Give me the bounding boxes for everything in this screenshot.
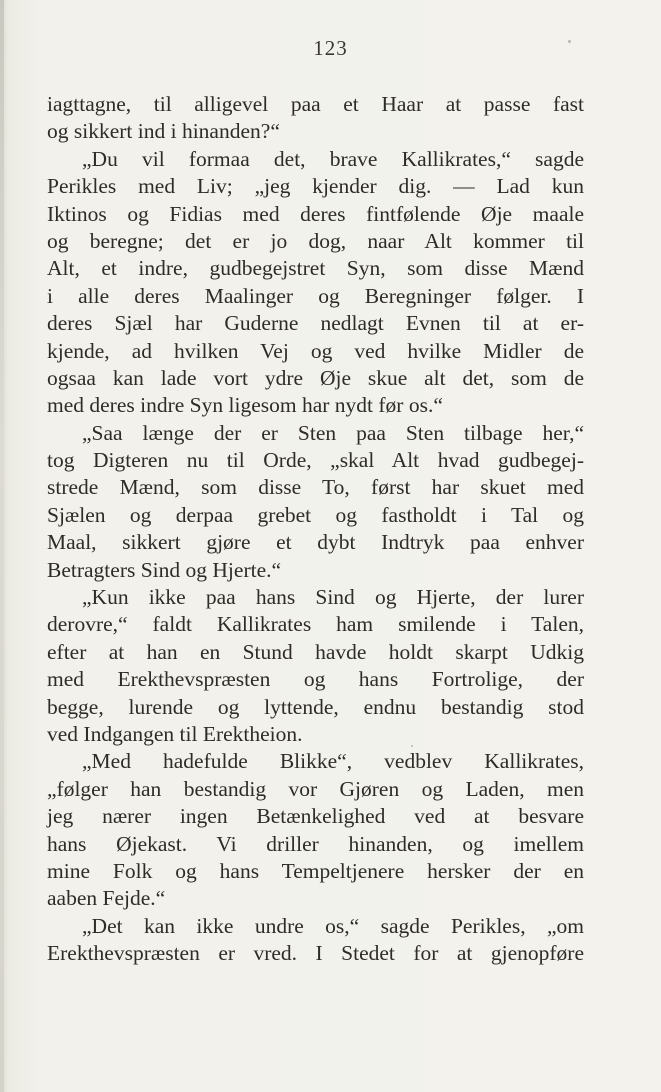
text-line: strede Mænd, som disse To, først har skuet med	[47, 475, 584, 500]
page-number: 123	[313, 36, 348, 60]
text-line: deres Sjæl har Guderne nedlagt Evnen til at er-	[47, 311, 584, 336]
text-line: mine Folk og hans Tempeltjenere hersker der en	[47, 858, 584, 883]
text-line: Alt, et indre, gudbegejstret Syn, som disse Mænd	[47, 256, 584, 281]
text-line: Sjælen og derpaa grebet og fastholdt i Tal og	[47, 502, 584, 527]
text-line: „Saa længe der er Sten paa Sten tilbage her,“	[82, 420, 584, 445]
text-line: efter at han en Stund havde holdt skarpt Udkig	[47, 639, 584, 664]
text-line: Perikles med Liv; „jeg kjender dig. — Lad kun	[47, 174, 584, 199]
page-spine-edge	[0, 0, 4, 1092]
text-line: tog Digteren nu til Orde, „skal Alt hvad gudbegej-	[47, 448, 584, 473]
text-line: med Erekthevspræsten og hans Fortrolige, der	[47, 667, 584, 692]
text-line: i alle deres Maalinger og Beregninger følger. I	[47, 283, 584, 308]
text-line: „Kun ikke paa hans Sind og Hjerte, der lurer	[82, 585, 584, 610]
text-line: hans Øjekast. Vi driller hinanden, og imellem	[47, 831, 584, 856]
text-line: og beregne; det er jo dog, naar Alt kommer til	[47, 228, 584, 253]
text-line: iagttagne, til alligevel paa et Haar at passe fast	[47, 92, 584, 116]
text-line: jeg nærer ingen Betænkelighed ved at besvare	[47, 804, 584, 829]
body-text	[47, 91, 584, 968]
text-line: ved Indgangen til Erektheion.	[47, 721, 303, 746]
text-line: og sikkert ind i hinanden?“	[47, 119, 280, 144]
text-line: ogsaa kan lade vort ydre Øje skue alt det, som de	[47, 365, 584, 390]
text-line: „Med hadefulde Blikke“, vedblev Kallikrates,	[82, 749, 584, 774]
text-line: med deres indre Syn ligesom har nydt før os.“	[47, 393, 443, 418]
text-line: aaben Fejde.“	[47, 886, 166, 911]
paper-speck	[568, 40, 571, 43]
paper-speck	[411, 745, 413, 747]
text-line: kjende, ad hvilken Vej og ved hvilke Midler de	[47, 338, 584, 363]
text-line: derovre,“ faldt Kallikrates ham smilende i Talen,	[47, 612, 584, 637]
text-line: begge, lurende og lyttende, endnu bestandig stod	[47, 694, 584, 719]
text-line: „Det kan ikke undre os,“ sagde Perikles, „om	[82, 913, 584, 938]
text-line: Betragters Sind og Hjerte.“	[47, 557, 282, 582]
text-line: Maal, sikkert gjøre et dybt Indtryk paa enhver	[47, 530, 584, 555]
text-line: Erekthevspræsten er vred. I Stedet for at gjenopføre	[47, 941, 584, 966]
text-line: „Du vil formaa det, brave Kallikrates,“ sagde	[82, 146, 584, 171]
text-line: „følger han bestandig vor Gjøren og Laden, men	[47, 776, 584, 801]
text-line: Iktinos og Fidias med deres fintfølende Øje maale	[47, 201, 584, 226]
